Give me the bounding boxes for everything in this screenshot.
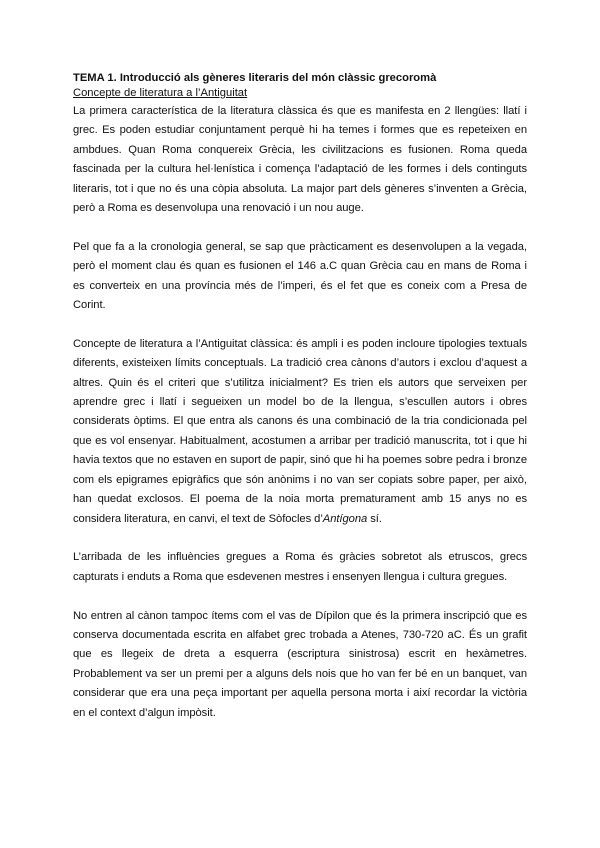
section-heading: Concepte de literatura a l’Antiguitat [73, 87, 248, 99]
paragraph-3-text: Concepte de literatura a l’Antiguitat clàssica: és ampli i es poden incloure tipologies textuals diferents, existeixen límits conceptuals. La tradició crea cànons d’autors i exclou d’aquest a altres. Quin és el criteri que s’utilitza inicialment? Es trien els autors que serveixen per aprendre grec i llatí i segueixen un model bo de la llengua, s’escullen autors i obres considerats òptims. El que entra als canons és una combinació de la tria condicionada pel que es vol ensenyar. Habitualment, acostumen a arribar per tradició manuscrita, tot i que hi havia textos que no estaven en suport de papir, sinó que hi ha poemes sobre pedra i bronze com els epigrames epigràfics que són anònims i no van ser copiats sobre paper, per això, han quedat exclosos. El poema de la noia morta prematurament amb 15 anys no es considera literatura, en canvi, el text de Sòfocles d’ [73, 337, 527, 525]
paragraph-1: La primera característica de la literatura clàssica és que es manifesta en 2 llengües: llatí i grec. Es poden estudiar conjuntament perquè hi ha temes i formes que es repeteixen en ambdues. Quan Roma conquereix Grècia, les civilitzacions es fusionen. Roma queda fascinada per la cultura hel·lenística i comença l’adaptació de les formes i dels continguts literaris, tot i que no és una còpia absoluta. La major part dels gèneres s’inventen a Grècia, però a Roma es desenvolupa una renovació i un nou auge. [73, 105, 527, 215]
paragraph-5: No entren al cànon tampoc ítems com el vas de Dípilon que és la primera inscripció que es conserva documentada escrita en alfabet grec trobada a Atenes, 730-720 aC. És un grafit que es llegeix de dreta a esquerra (escriptura sinistrosa) escrit en hexàmetres. Probablement va ser un premi per a alguns dels nois que ho van fer bé en un banquet, van considerar que era una peça important per aquella persona morta i així recordar la victòria en el context d’algun impòsit. [73, 609, 527, 719]
work-title-antigona: Antígona [322, 512, 368, 525]
document-title: TEMA 1. Introducció als gèneres literaris del món clàssic grecoromà [73, 72, 437, 84]
paragraph-4: L’arribada de les influències gregues a Roma és gràcies sobretot als etruscos, grecs capturats i enduts a Roma que esdevenen mestres i ensenyen llengua i cultura gregues. [73, 551, 527, 583]
paragraph-2: Pel que fa a la cronologia general, se sap que pràcticament es desenvolupen a la vegada, però el moment clau és quan es fusionen el 146 a.C quan Grècia cau en mans de Roma i es converteix en una província més de l’imperi, és el fet que es coneix com a Presa de Corint. [73, 240, 527, 312]
paragraph-3 [73, 335, 527, 529]
paragraph-3-tail: sí. [367, 512, 382, 525]
